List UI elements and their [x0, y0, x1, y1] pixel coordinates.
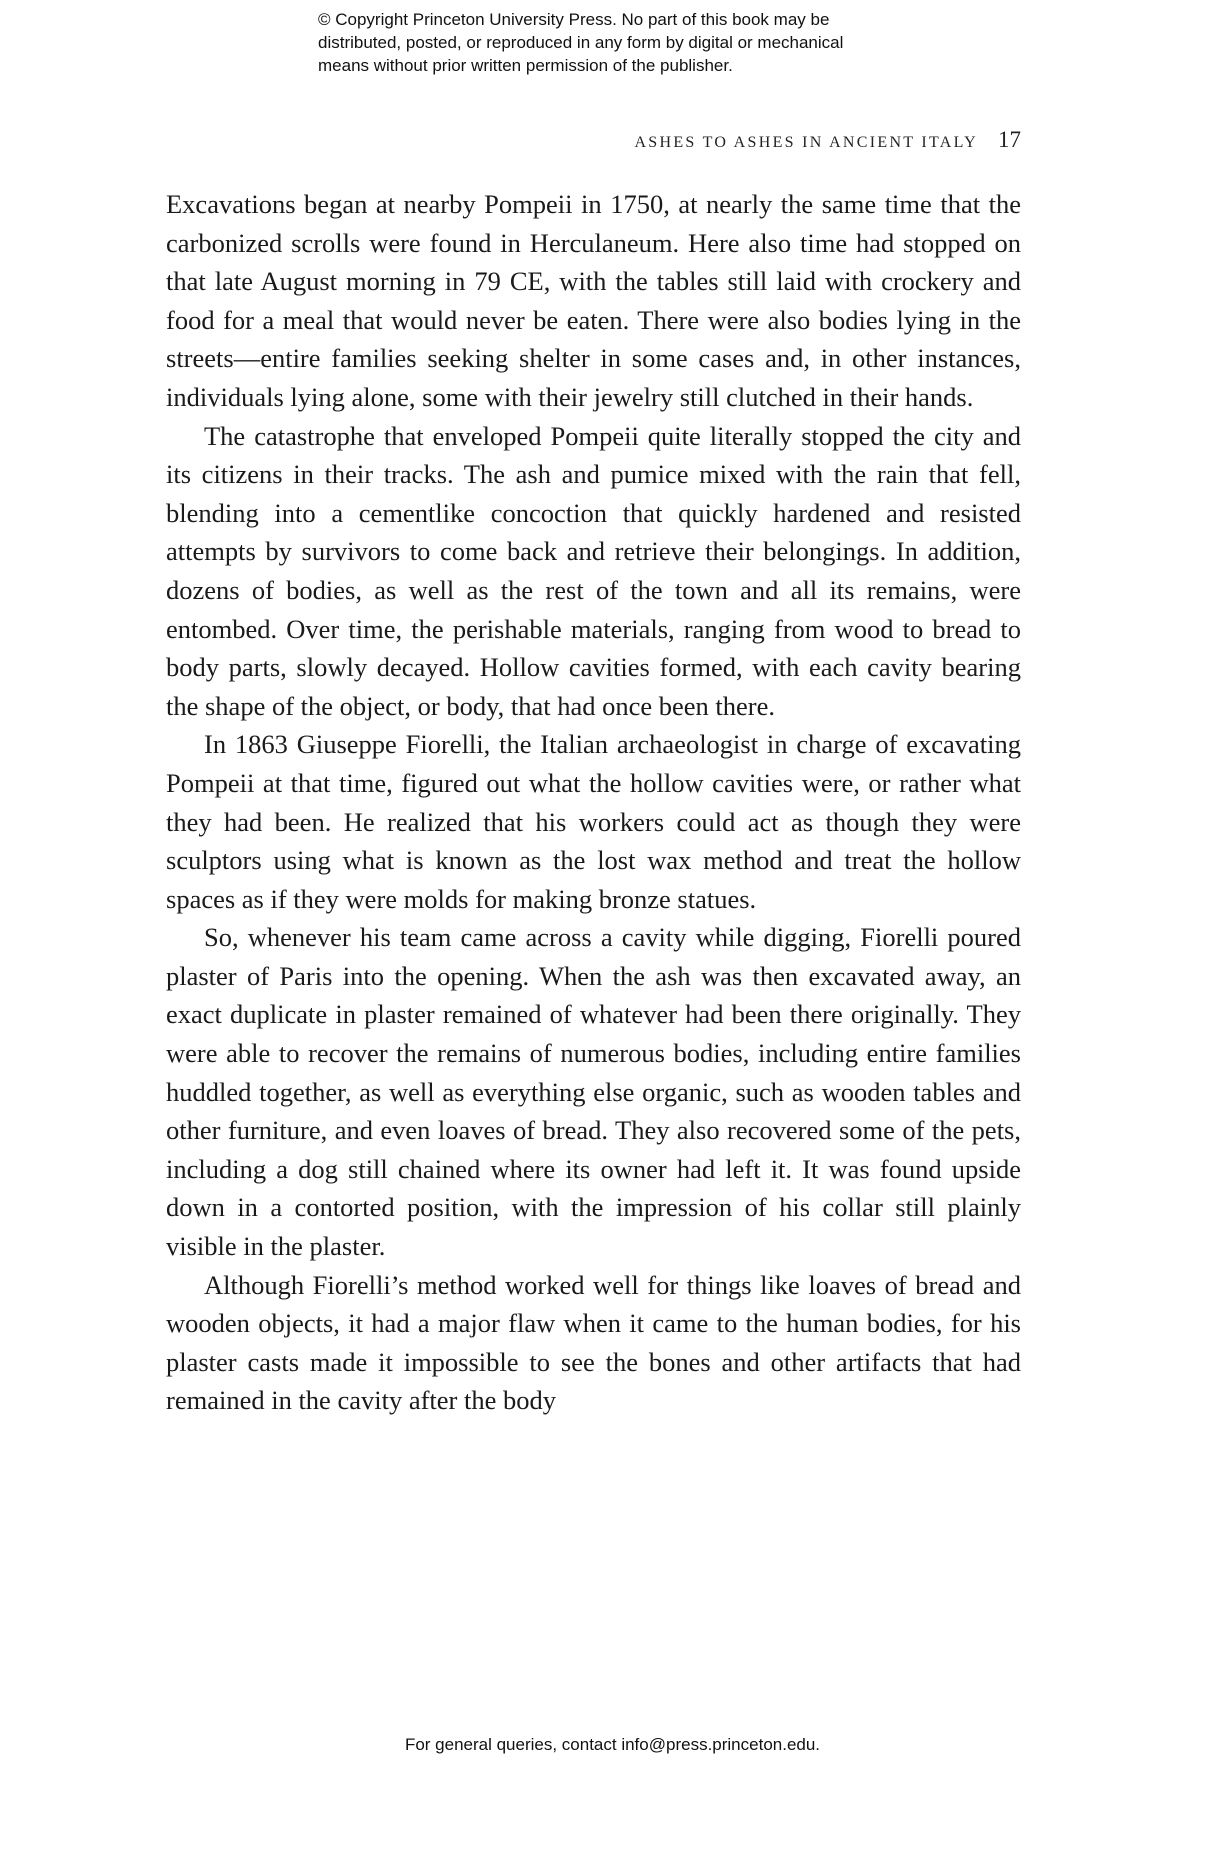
copyright-line: means without prior written permission of the publisher.	[318, 56, 733, 75]
copyright-line: distributed, posted, or reproduced in any form by digital or mechanical	[318, 33, 844, 52]
paragraph: Excavations began at nearby Pompeii in 1750, at nearly the same time that the carbonized scrolls were found in Herculaneum. Here also time had stopped on that late August morning in 79 CE, with the tables still laid with crockery and food for a meal that would never be eaten. There were also bodies lying in the streets—entire families seeking shelter in some cases and, in other instances, individuals lying alone, some with their jewelry still clutched in their hands.	[166, 189, 1021, 412]
running-title: ASHES TO ASHES IN ANCIENT ITALY	[634, 134, 978, 151]
paragraph: So, whenever his team came across a cavity while digging, Fiorelli poured plaster of Paris into the opening. When the ash was then excavated away, an exact duplicate in plaster remained of whatever had been there originally. They were able to recover the remains of numerous bodies, including entire families huddled together, as well as everything else organic, such as wooden tables and other furniture, and even loaves of bread. They also recovered some of the pets, including a dog still chained where its owner had left it. It was found upside down in a contorted position, with the impression of his collar still plainly visible in the plaster.	[166, 922, 1021, 1262]
page-number: 17	[998, 127, 1021, 152]
footer-contact: For general queries, contact info@press.princeton.edu.	[404, 1735, 821, 1754]
paragraph: In 1863 Giuseppe Fiorelli, the Italian archaeologist in charge of excavating Pompeii at that time, figured out what the hollow cavities were, or rather what they had been. He realized that his workers could act as though they were sculptors using what is known as the lost wax method and treat the hollow spaces as if they were molds for making bronze statues.	[166, 729, 1021, 914]
paragraph: The catastrophe that enveloped Pompeii quite literally stopped the city and its citizens in their tracks. The ash and pumice mixed with the rain that fell, blending into a cementlike concoction that quickly hardened and resisted attempts by survivors to come back and retrieve their belongings. In addition, dozens of bodies, as well as the rest of the town and all its remains, were entombed. Over time, the perishable materials, ranging from wood to bread to body parts, slowly decayed. Hollow cavities formed, with each cavity bearing the shape of the object, or body, that had once been there.	[166, 420, 1021, 721]
copyright-notice	[318, 8, 938, 77]
body-text	[166, 185, 1021, 1420]
copyright-line: © Copyright Princeton University Press. No part of this book may be	[318, 10, 830, 29]
running-head	[166, 127, 1021, 153]
paragraph: Although Fiorelli’s method worked well for things like loaves of bread and wooden objects, it had a major flaw when it came to the human bodies, for his plaster casts made it impossible to see the bones and other artifacts that had remained in the cavity after the body	[166, 1269, 1021, 1416]
